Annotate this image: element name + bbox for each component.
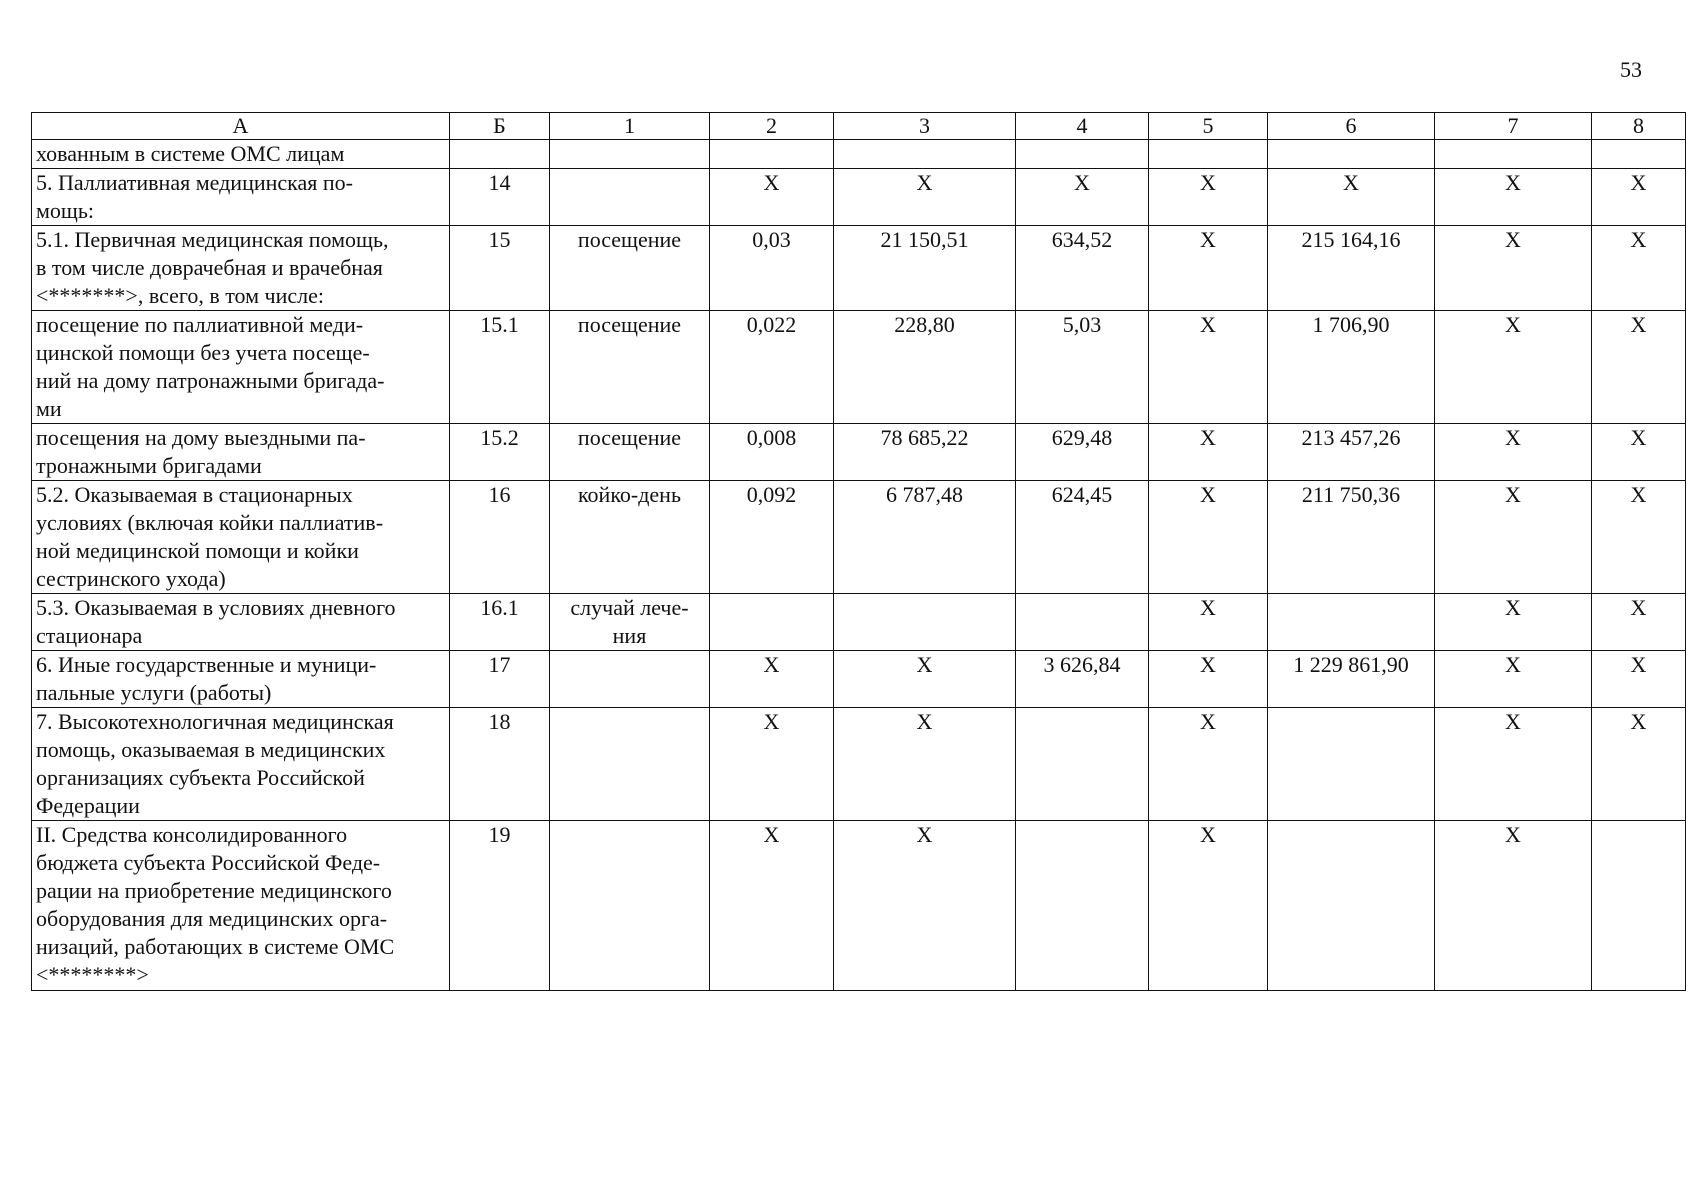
table-row (32, 424, 1686, 481)
row-code: 15 (450, 226, 550, 311)
row-description: 6. Иные государственные и муници- пальные услуги (работы) (32, 651, 450, 708)
header-cell: 3 (834, 113, 1016, 140)
header-cell: 8 (1592, 113, 1686, 140)
cell-col-1: койко-день (550, 481, 710, 594)
cell-col-7: Х (1435, 708, 1592, 821)
cell-col-2: Х (710, 651, 834, 708)
cell-col-3: 6 787,48 (834, 481, 1016, 594)
header-cell: 1 (550, 113, 710, 140)
cell-col-8: Х (1592, 481, 1686, 594)
cell-col-5: Х (1149, 651, 1268, 708)
cell-col-4: 5,03 (1016, 311, 1149, 424)
table-row (32, 594, 1686, 651)
row-code: 17 (450, 651, 550, 708)
cell-col-6 (1268, 594, 1435, 651)
cell-col-5: Х (1149, 708, 1268, 821)
header-cell: А (32, 113, 450, 140)
cell-col-7: Х (1435, 821, 1592, 991)
cell-col-6 (1268, 140, 1435, 169)
cell-col-7: Х (1435, 169, 1592, 226)
table-row (32, 708, 1686, 821)
cell-col-4: 634,52 (1016, 226, 1149, 311)
table-row (32, 651, 1686, 708)
cell-col-8: Х (1592, 169, 1686, 226)
cell-col-2: 0,03 (710, 226, 834, 311)
cell-col-4: 629,48 (1016, 424, 1149, 481)
cell-col-3: 228,80 (834, 311, 1016, 424)
cell-col-5: Х (1149, 481, 1268, 594)
cell-col-1 (550, 169, 710, 226)
row-description: 5. Паллиативная медицинская по- мощь: (32, 169, 450, 226)
cell-col-8: Х (1592, 226, 1686, 311)
cell-col-2: Х (710, 821, 834, 991)
cell-col-3: Х (834, 169, 1016, 226)
cell-col-1: посещение (550, 226, 710, 311)
row-description: посещения на дому выездными па- тронажными бригадами (32, 424, 450, 481)
cell-col-6 (1268, 821, 1435, 991)
cell-col-6: 215 164,16 (1268, 226, 1435, 311)
cell-col-7: Х (1435, 481, 1592, 594)
cell-col-7: Х (1435, 594, 1592, 651)
row-code: 16.1 (450, 594, 550, 651)
row-description: 7. Высокотехнологичная медицинская помощь, оказываемая в медицинских организациях субъекта Российской Федерации (32, 708, 450, 821)
cell-col-6: 211 750,36 (1268, 481, 1435, 594)
cell-col-1 (550, 651, 710, 708)
row-code: 19 (450, 821, 550, 991)
cell-col-3 (834, 594, 1016, 651)
header-cell: 5 (1149, 113, 1268, 140)
header-cell: 4 (1016, 113, 1149, 140)
row-code: 14 (450, 169, 550, 226)
cell-col-6: 1 706,90 (1268, 311, 1435, 424)
row-description: 5.2. Оказываемая в стационарных условиях (включая койки паллиатив- ной медицинской помощи и койки сестринского ухода) (32, 481, 450, 594)
table-row (32, 140, 1686, 169)
cell-col-7 (1435, 140, 1592, 169)
cell-col-5 (1149, 140, 1268, 169)
table-row (32, 311, 1686, 424)
header-cell: 6 (1268, 113, 1435, 140)
row-description: II. Средства консолидированного бюджета субъекта Российской Феде- рации на приобретение медицинского оборудования для медицинских орга- низаций, работающих в системе ОМС <********> (32, 821, 450, 991)
cell-col-4: 624,45 (1016, 481, 1149, 594)
cell-col-1: посещение (550, 311, 710, 424)
data-table (31, 112, 1686, 991)
cell-col-2: Х (710, 169, 834, 226)
row-description: 5.1. Первичная медицинская помощь, в том числе доврачебная и врачебная <*******>, всего, в том числе: (32, 226, 450, 311)
cell-col-3: Х (834, 651, 1016, 708)
cell-col-3 (834, 140, 1016, 169)
row-code (450, 140, 550, 169)
cell-col-8: Х (1592, 708, 1686, 821)
header-row (32, 113, 1686, 140)
cell-col-5: Х (1149, 821, 1268, 991)
cell-col-3: 21 150,51 (834, 226, 1016, 311)
row-code: 15.1 (450, 311, 550, 424)
row-code: 18 (450, 708, 550, 821)
cell-col-6: 1 229 861,90 (1268, 651, 1435, 708)
cell-col-8: Х (1592, 651, 1686, 708)
cell-col-1 (550, 708, 710, 821)
row-code: 16 (450, 481, 550, 594)
cell-col-4: 3 626,84 (1016, 651, 1149, 708)
cell-col-7: Х (1435, 311, 1592, 424)
cell-col-4 (1016, 821, 1149, 991)
cell-col-3: 78 685,22 (834, 424, 1016, 481)
cell-col-4 (1016, 594, 1149, 651)
cell-col-3: Х (834, 708, 1016, 821)
cell-col-2 (710, 140, 834, 169)
cell-col-4 (1016, 708, 1149, 821)
table-row (32, 169, 1686, 226)
cell-col-2: 0,008 (710, 424, 834, 481)
cell-col-8: Х (1592, 424, 1686, 481)
cell-col-1 (550, 140, 710, 169)
header-cell: 7 (1435, 113, 1592, 140)
cell-col-1: случай лече- ния (550, 594, 710, 651)
cell-col-8: Х (1592, 311, 1686, 424)
cell-col-4 (1016, 140, 1149, 169)
cell-col-5: Х (1149, 311, 1268, 424)
table-row (32, 481, 1686, 594)
cell-col-6 (1268, 708, 1435, 821)
cell-col-7: Х (1435, 424, 1592, 481)
cell-col-2: Х (710, 708, 834, 821)
table-row (32, 226, 1686, 311)
table-row (32, 821, 1686, 991)
cell-col-5: Х (1149, 226, 1268, 311)
cell-col-8: Х (1592, 594, 1686, 651)
cell-col-6: 213 457,26 (1268, 424, 1435, 481)
cell-col-3: Х (834, 821, 1016, 991)
page-number: 53 (1620, 57, 1642, 82)
cell-col-1 (550, 821, 710, 991)
row-description: посещение по паллиативной меди- цинской помощи без учета посеще- ний на дому патронажными бригада- ми (32, 311, 450, 424)
row-description: хованным в системе ОМС лицам (32, 140, 450, 169)
cell-col-4: Х (1016, 169, 1149, 226)
row-code: 15.2 (450, 424, 550, 481)
cell-col-8 (1592, 140, 1686, 169)
cell-col-7: Х (1435, 651, 1592, 708)
cell-col-6: Х (1268, 169, 1435, 226)
cell-col-2: 0,092 (710, 481, 834, 594)
cell-col-2 (710, 594, 834, 651)
cell-col-8 (1592, 821, 1686, 991)
cell-col-5: Х (1149, 424, 1268, 481)
header-cell: Б (450, 113, 550, 140)
cell-col-5: Х (1149, 169, 1268, 226)
header-cell: 2 (710, 113, 834, 140)
cell-col-2: 0,022 (710, 311, 834, 424)
cell-col-7: Х (1435, 226, 1592, 311)
cell-col-5: Х (1149, 594, 1268, 651)
row-description: 5.3. Оказываемая в условиях дневного стационара (32, 594, 450, 651)
cell-col-1: посещение (550, 424, 710, 481)
